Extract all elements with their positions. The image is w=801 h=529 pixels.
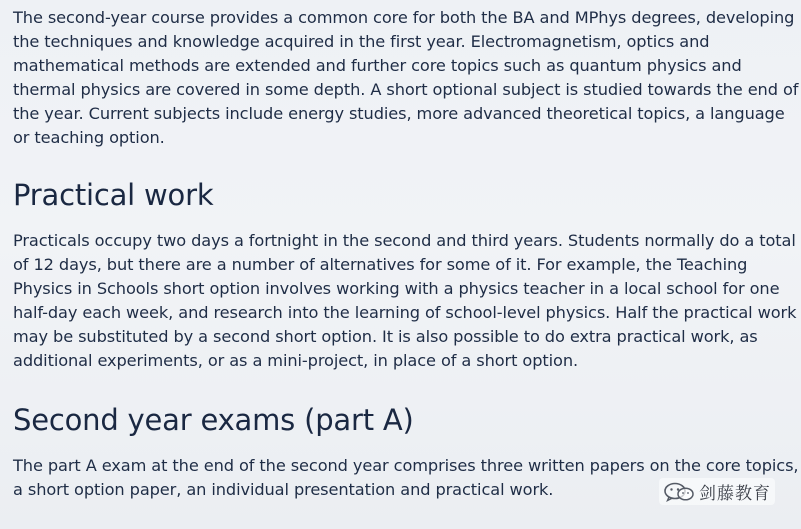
practical-work-heading: Practical work bbox=[13, 178, 214, 212]
article-content bbox=[13, 6, 799, 502]
second-year-exams-paragraph: The part A exam at the end of the second year comprises three written papers on the core topics, a short option paper, an individual presentation and practical work. bbox=[13, 456, 799, 499]
wechat-icon bbox=[663, 482, 695, 502]
watermark bbox=[659, 478, 775, 505]
watermark-text: 剑藤教育 bbox=[699, 484, 771, 504]
practical-work-paragraph: Practicals occupy two days a fortnight in the second and third years. Students normally do a total of 12 days, but there are a number of alternatives for some of it. For example, the Teaching Physics in Schools short option involves working with a physics teacher in a local school for one half-day each week, and research into the learning of school-level physics. Half the practical work may be substituted by a second short option. It is also possible to do extra practical work, as additional experiments, or as a mini-project, in place of a short option. bbox=[13, 231, 797, 370]
intro-paragraph: The second-year course provides a common core for both the BA and MPhys degrees, developing the techniques and knowledge acquired in the first year. Electromagnetism, optics and mathematical methods are extended and further core topics such as quantum physics and thermal physics are covered in some depth. A short optional subject is studied towards the end of the year. Current subjects include energy studies, more advanced theoretical topics, a language or teaching option. bbox=[13, 8, 799, 147]
second-year-exams-heading: Second year exams (part A) bbox=[13, 403, 414, 437]
